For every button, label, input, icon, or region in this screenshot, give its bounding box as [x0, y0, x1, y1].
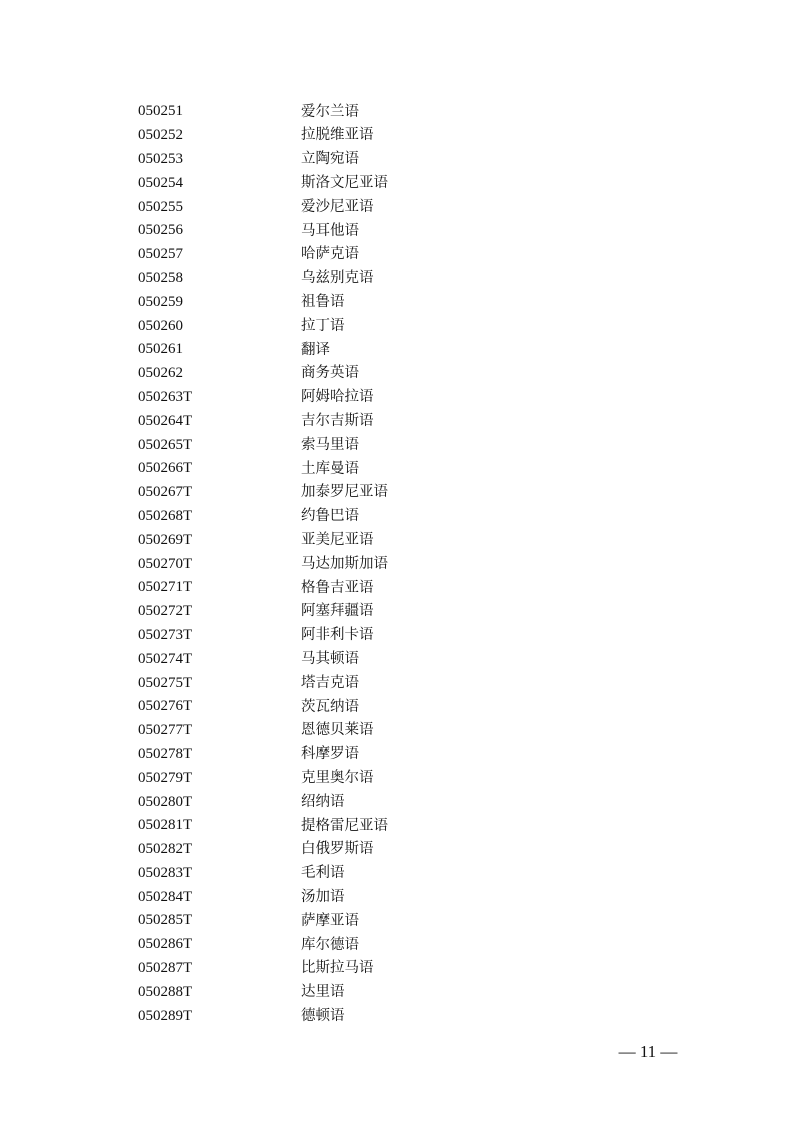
list-item	[138, 719, 538, 743]
major-name: 土库曼语	[301, 460, 359, 477]
major-name: 白俄罗斯语	[301, 841, 374, 858]
list-item	[138, 647, 538, 671]
list-item	[138, 933, 538, 957]
major-name: 斯洛文尼亚语	[301, 175, 388, 192]
major-name: 比斯拉马语	[301, 960, 374, 977]
major-code: 050284T	[138, 888, 193, 905]
list-item	[138, 338, 538, 362]
list-item	[138, 481, 538, 505]
list-item	[138, 457, 538, 481]
major-name: 阿姆哈拉语	[301, 389, 374, 406]
major-name: 马耳他语	[301, 222, 359, 239]
list-item	[138, 148, 538, 172]
list-item	[138, 409, 538, 433]
major-code: 050287T	[138, 960, 193, 977]
major-name: 达里语	[301, 984, 345, 1001]
major-name: 翻译	[301, 341, 330, 358]
major-code: 050285T	[138, 912, 193, 929]
list-item	[138, 505, 538, 529]
major-name: 塔吉克语	[301, 674, 359, 691]
major-code: 050263T	[138, 388, 193, 405]
major-code: 050288T	[138, 983, 193, 1000]
major-name: 汤加语	[301, 888, 345, 905]
major-code: 050253	[138, 150, 183, 167]
major-code: 050256	[138, 222, 183, 239]
list-item	[138, 624, 538, 648]
list-item	[138, 314, 538, 338]
list-item	[138, 695, 538, 719]
major-name: 提格雷尼亚语	[301, 817, 388, 834]
major-code: 050259	[138, 293, 183, 310]
major-name: 吉尔吉斯语	[301, 413, 374, 429]
major-code: 050261	[138, 341, 183, 358]
major-code: 050251	[138, 103, 183, 120]
major-code: 050265T	[138, 436, 193, 453]
list-item	[138, 100, 538, 124]
list-item	[138, 386, 538, 410]
major-code: 050289T	[138, 1007, 193, 1024]
list-item	[138, 980, 538, 1004]
major-name: 爱尔兰语	[301, 103, 359, 120]
major-code: 050267T	[138, 484, 193, 501]
major-code: 050268T	[138, 507, 193, 524]
major-name: 约鲁巴语	[301, 508, 359, 525]
major-code: 050274T	[138, 650, 193, 667]
major-code: 050260	[138, 317, 183, 334]
list-item	[138, 219, 538, 243]
major-code: 050266T	[138, 460, 193, 477]
major-name: 乌兹别克语	[301, 270, 374, 287]
list-item	[138, 838, 538, 862]
list-item	[138, 600, 538, 624]
major-code: 050255	[138, 198, 183, 215]
major-name: 阿非利卡语	[301, 627, 374, 644]
major-code: 050258	[138, 269, 183, 286]
major-name: 克里奥尔语	[301, 769, 374, 786]
list-item	[138, 1004, 538, 1028]
major-code: 050271T	[138, 579, 193, 596]
list-item	[138, 766, 538, 790]
major-name: 德顿语	[301, 1007, 345, 1024]
major-code: 050279T	[138, 769, 193, 786]
list-item	[138, 195, 538, 219]
list-item	[138, 862, 538, 886]
major-code: 050282T	[138, 841, 193, 858]
major-name: 立陶宛语	[301, 151, 359, 168]
major-code: 050264T	[138, 412, 193, 429]
list-item	[138, 433, 538, 457]
major-name: 科摩罗语	[301, 746, 359, 763]
major-name: 毛利语	[301, 865, 345, 882]
major-code: 050270T	[138, 555, 193, 572]
major-name: 索马里语	[301, 436, 359, 453]
list-item	[138, 814, 538, 838]
major-name: 亚美尼亚语	[301, 531, 374, 548]
list-item	[138, 885, 538, 909]
major-name: 绍纳语	[301, 793, 345, 810]
major-name: 哈萨克语	[301, 246, 359, 263]
major-name: 爱沙尼亚语	[301, 198, 374, 215]
list-item	[138, 790, 538, 814]
major-name: 拉脱维亚语	[301, 127, 374, 144]
major-code: 050278T	[138, 745, 193, 762]
major-code: 050262	[138, 365, 183, 382]
major-name: 萨摩亚语	[301, 912, 359, 929]
major-name: 阿塞拜疆语	[301, 603, 374, 620]
major-code: 050280T	[138, 793, 193, 810]
list-item	[138, 267, 538, 291]
page-number: — 11 —	[618, 1042, 678, 1061]
major-code: 050272T	[138, 603, 193, 620]
major-name: 茨瓦纳语	[301, 698, 359, 715]
major-name: 恩德贝莱语	[301, 722, 374, 739]
major-name: 商务英语	[301, 365, 359, 382]
major-name: 马达加斯加语	[301, 555, 388, 572]
list-item	[138, 957, 538, 981]
major-code: 050275T	[138, 674, 193, 691]
major-name: 祖鲁语	[301, 294, 345, 311]
list-item	[138, 124, 538, 148]
major-name: 马其顿语	[301, 650, 359, 667]
list-item	[138, 909, 538, 933]
list-item	[138, 576, 538, 600]
major-code: 050286T	[138, 936, 193, 953]
major-code: 050283T	[138, 864, 193, 881]
language-major-list	[138, 100, 538, 1028]
major-name: 加泰罗尼亚语	[301, 484, 388, 501]
major-code: 050257	[138, 246, 183, 263]
major-name: 格鲁吉亚语	[301, 579, 374, 596]
major-code: 050254	[138, 174, 183, 191]
list-item	[138, 290, 538, 314]
major-name: 库尔德语	[301, 936, 359, 953]
list-item	[138, 362, 538, 386]
major-code: 050281T	[138, 817, 193, 834]
major-code: 050276T	[138, 698, 193, 715]
list-item	[138, 171, 538, 195]
major-code: 050273T	[138, 626, 193, 643]
list-item	[138, 243, 538, 267]
major-name: 拉丁语	[301, 317, 345, 334]
major-code: 050277T	[138, 722, 193, 739]
list-item	[138, 743, 538, 767]
list-item	[138, 552, 538, 576]
list-item	[138, 528, 538, 552]
list-item	[138, 671, 538, 695]
major-code: 050269T	[138, 531, 193, 548]
major-code: 050252	[138, 127, 183, 144]
